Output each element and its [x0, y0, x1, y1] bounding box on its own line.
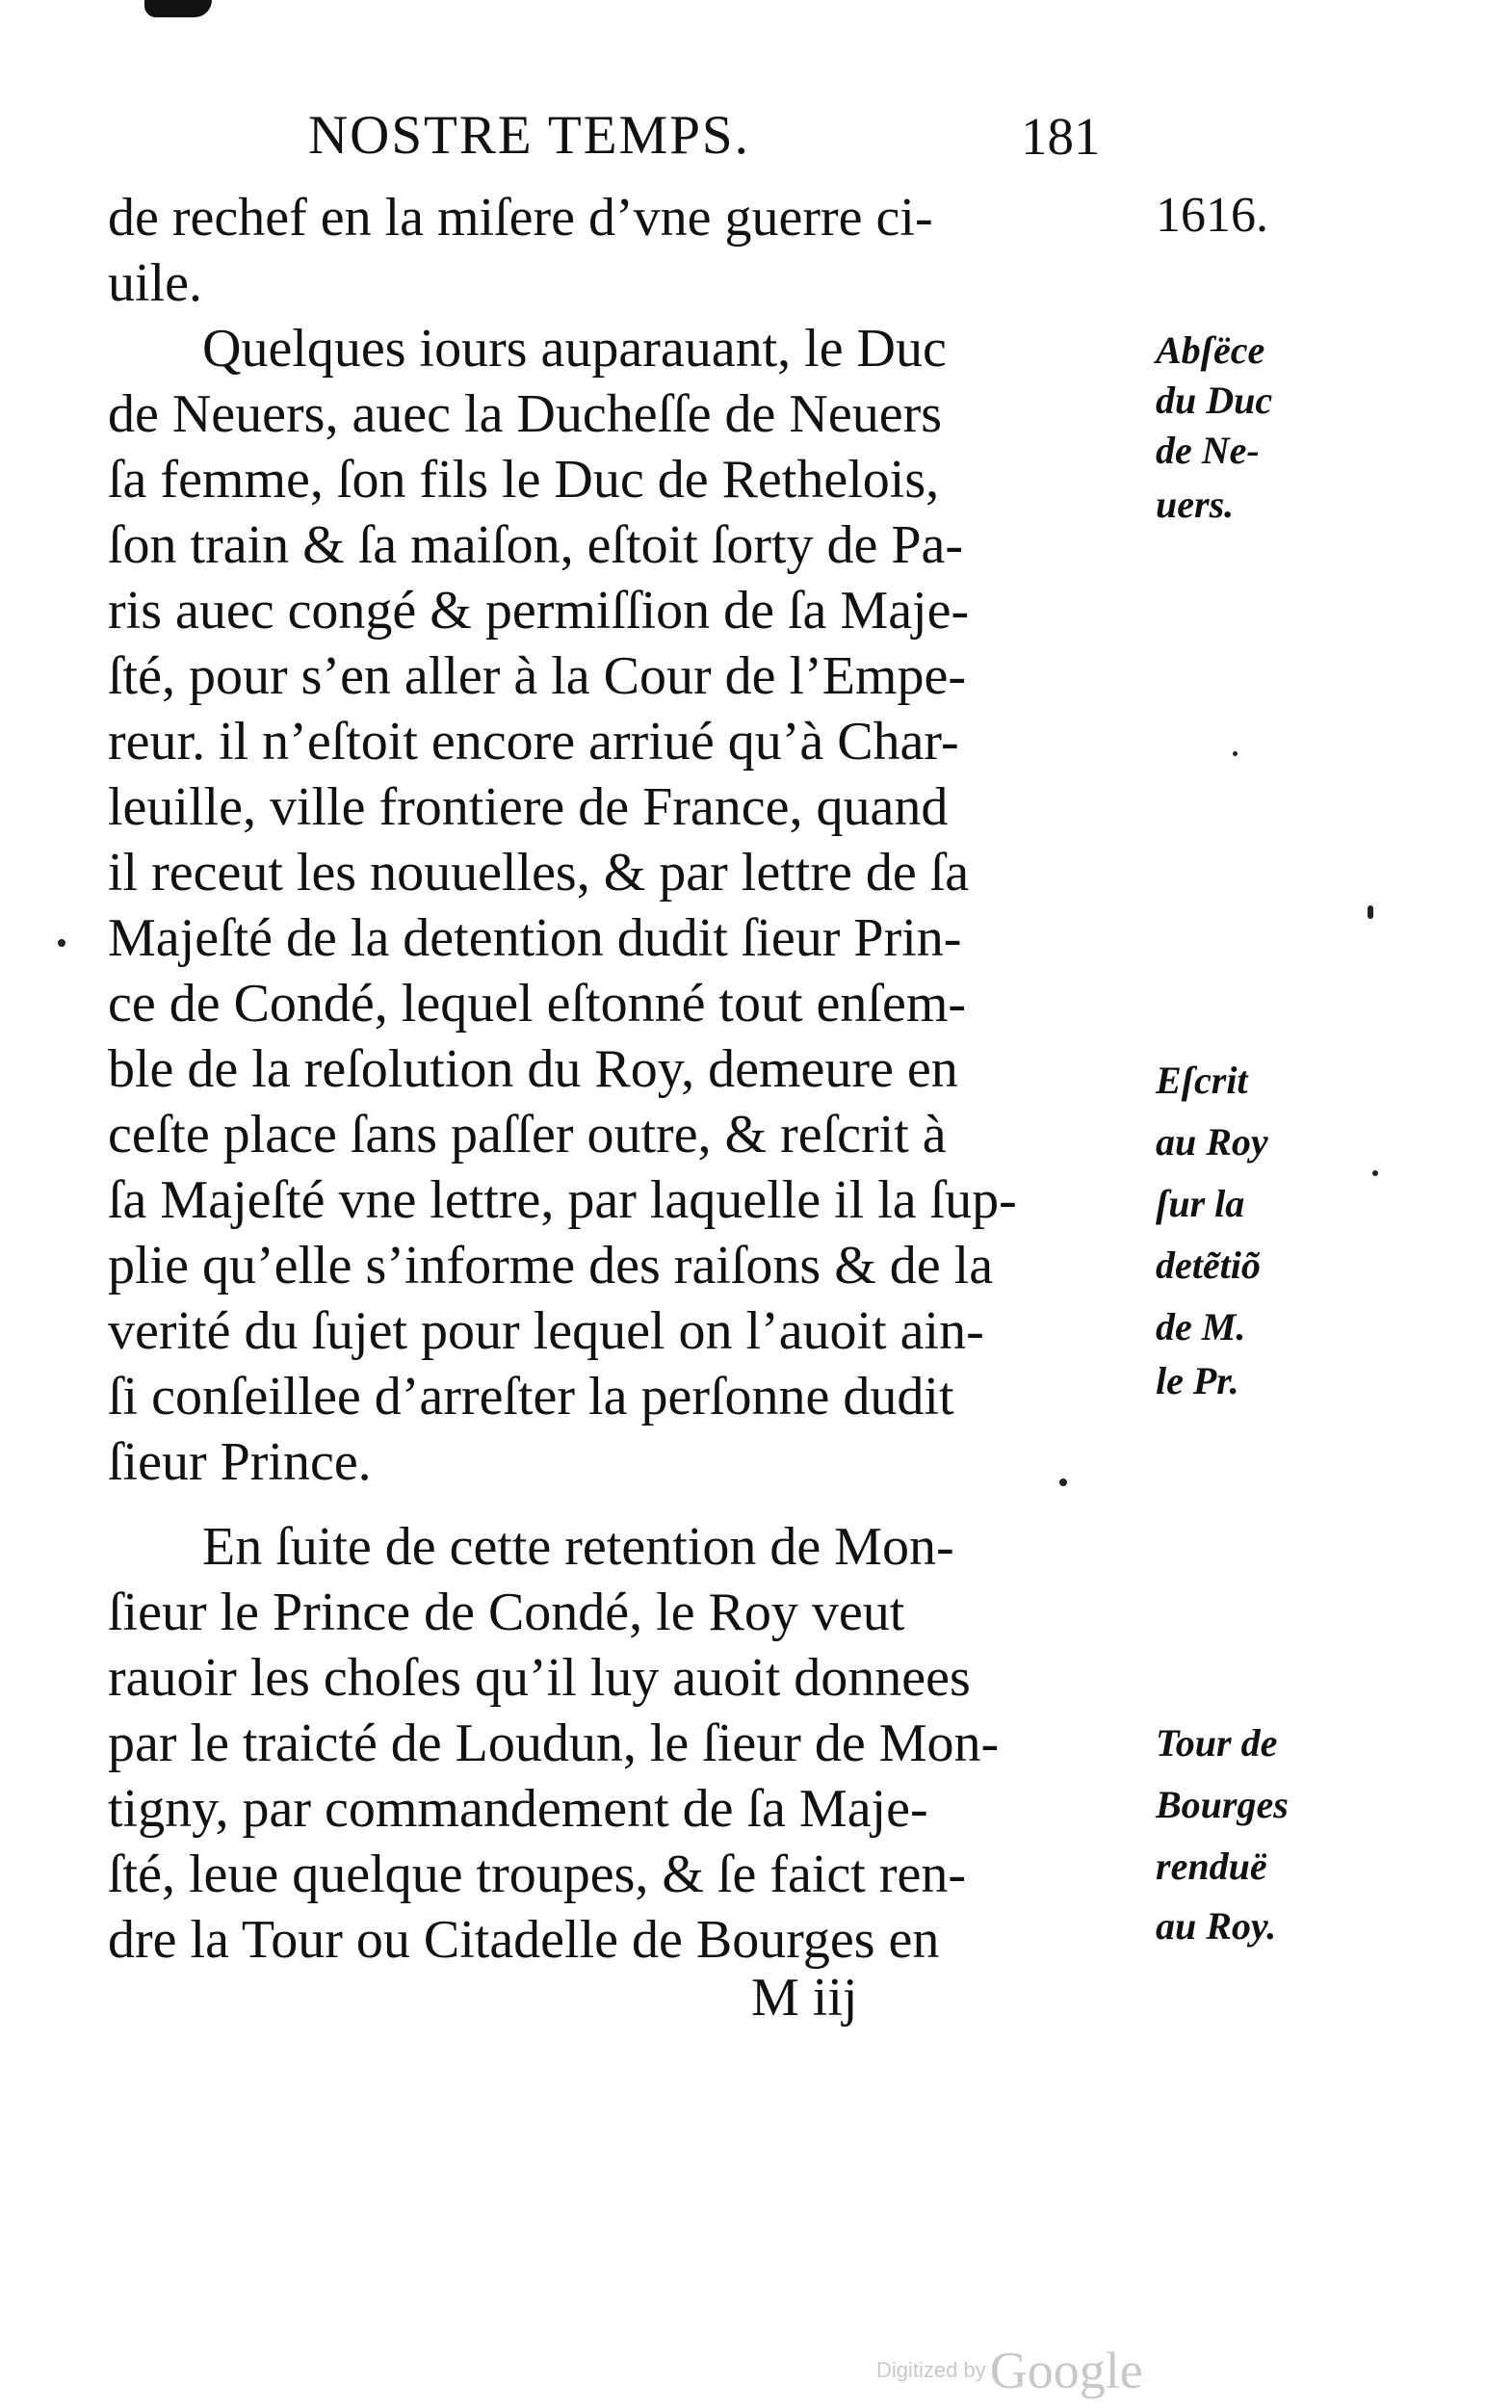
ink-speck: [58, 939, 65, 947]
text-line: ſa femme, ſon fils le Duc de Rethelois,: [108, 450, 940, 510]
text-line: de rechef en la miſere d’vne guerre ci-: [108, 188, 933, 248]
text-line: de Neuers, auec la Ducheſſe de Neuers: [108, 384, 943, 444]
text-line: plie qu’elle s’informe des raiſons & de la: [108, 1236, 994, 1296]
text-line: ſté, leue quelque troupes, & ſe faict ren-: [108, 1845, 966, 1904]
ink-speck: [1059, 1479, 1067, 1486]
text-line: par le traicté de Loudun, le ſieur de Mon-: [108, 1714, 1000, 1773]
margin-note-line: renduë: [1156, 1845, 1267, 1888]
margin-note-line: Bourges: [1156, 1783, 1289, 1826]
text-line: leuille, ville frontiere de France, quand: [108, 777, 949, 837]
text-line: verité du ſujet pour lequel on l’auoit ain-: [108, 1301, 984, 1361]
text-line: ſa Majeſté vne lettre, par laquelle il la ſup-: [108, 1170, 1017, 1230]
signature-mark: M iij: [751, 1968, 858, 2028]
text-line: tigny, par commandement de ſa Maje-: [108, 1779, 928, 1839]
margin-note-line: de M.: [1156, 1305, 1246, 1348]
text-line: ce de Condé, lequel eſtonné tout enſem-: [108, 974, 967, 1034]
text-line: uile.: [108, 253, 202, 313]
text-line: ſi conſeillee d’arreſter la perſonne dudit: [108, 1367, 954, 1426]
text-line: ſieur le Prince de Condé, le Roy veut: [108, 1583, 905, 1642]
margin-note-line: le Pr.: [1156, 1359, 1239, 1402]
margin-note-line: de Ne-: [1156, 429, 1260, 472]
margin-note-line: au Roy.: [1156, 1904, 1277, 1948]
text-line: dre la Tour ou Citadelle de Bourges en: [108, 1910, 940, 1970]
text-line: il receut les nouuelles, & par lettre de ſa: [108, 843, 970, 903]
text-line: ſieur Prince.: [108, 1432, 372, 1492]
margin-note-line: Abſëce: [1156, 328, 1265, 372]
digitized-watermark: [876, 2341, 1143, 2400]
ink-speck: [1368, 905, 1373, 919]
margin-year: 1616.: [1156, 188, 1268, 243]
text-line: ceſte place ſans paſſer outre, & reſcrit à: [108, 1105, 947, 1165]
ink-speck: [1372, 1170, 1378, 1176]
margin-note-line: ſur la: [1156, 1182, 1245, 1225]
text-line: Majeſté de la detention dudit ſieur Prin-: [108, 908, 962, 968]
running-title: NOSTRE TEMPS.: [308, 105, 750, 166]
page-number: 181: [1021, 107, 1101, 166]
text-line: reur. il n’eſtoit encore arriué qu’à Char-: [108, 712, 959, 772]
watermark-prefix: Digitized by: [876, 2358, 986, 2382]
text-line: ble de la reſolution du Roy, demeure en: [108, 1039, 958, 1099]
text-line: ris auec congé & permiſſion de ſa Maje-: [108, 581, 970, 641]
margin-note-line: du Duc: [1156, 379, 1273, 422]
ink-blot: [144, 0, 212, 17]
text-line: ſté, pour s’en aller à la Cour de l’Empe-: [108, 646, 966, 706]
ink-speck: [1233, 751, 1238, 756]
margin-note-line: Eſcrit: [1156, 1059, 1248, 1102]
margin-note-line: detẽtiõ: [1156, 1243, 1261, 1287]
text-line: En ſuite de cette retention de Mon-: [202, 1517, 954, 1577]
margin-note-line: Tour de: [1156, 1721, 1278, 1765]
watermark-brand: Google: [989, 2342, 1143, 2399]
text-line: ſon train & ſa maiſon, eſtoit ſorty de Pa-: [108, 515, 964, 575]
margin-note-line: au Roy: [1156, 1120, 1268, 1164]
text-line: rauoir les choſes qu’il luy auoit donnees: [108, 1648, 971, 1708]
text-line: Quelques iours auparauant, le Duc: [202, 319, 947, 379]
margin-note-line: uers.: [1156, 483, 1235, 526]
